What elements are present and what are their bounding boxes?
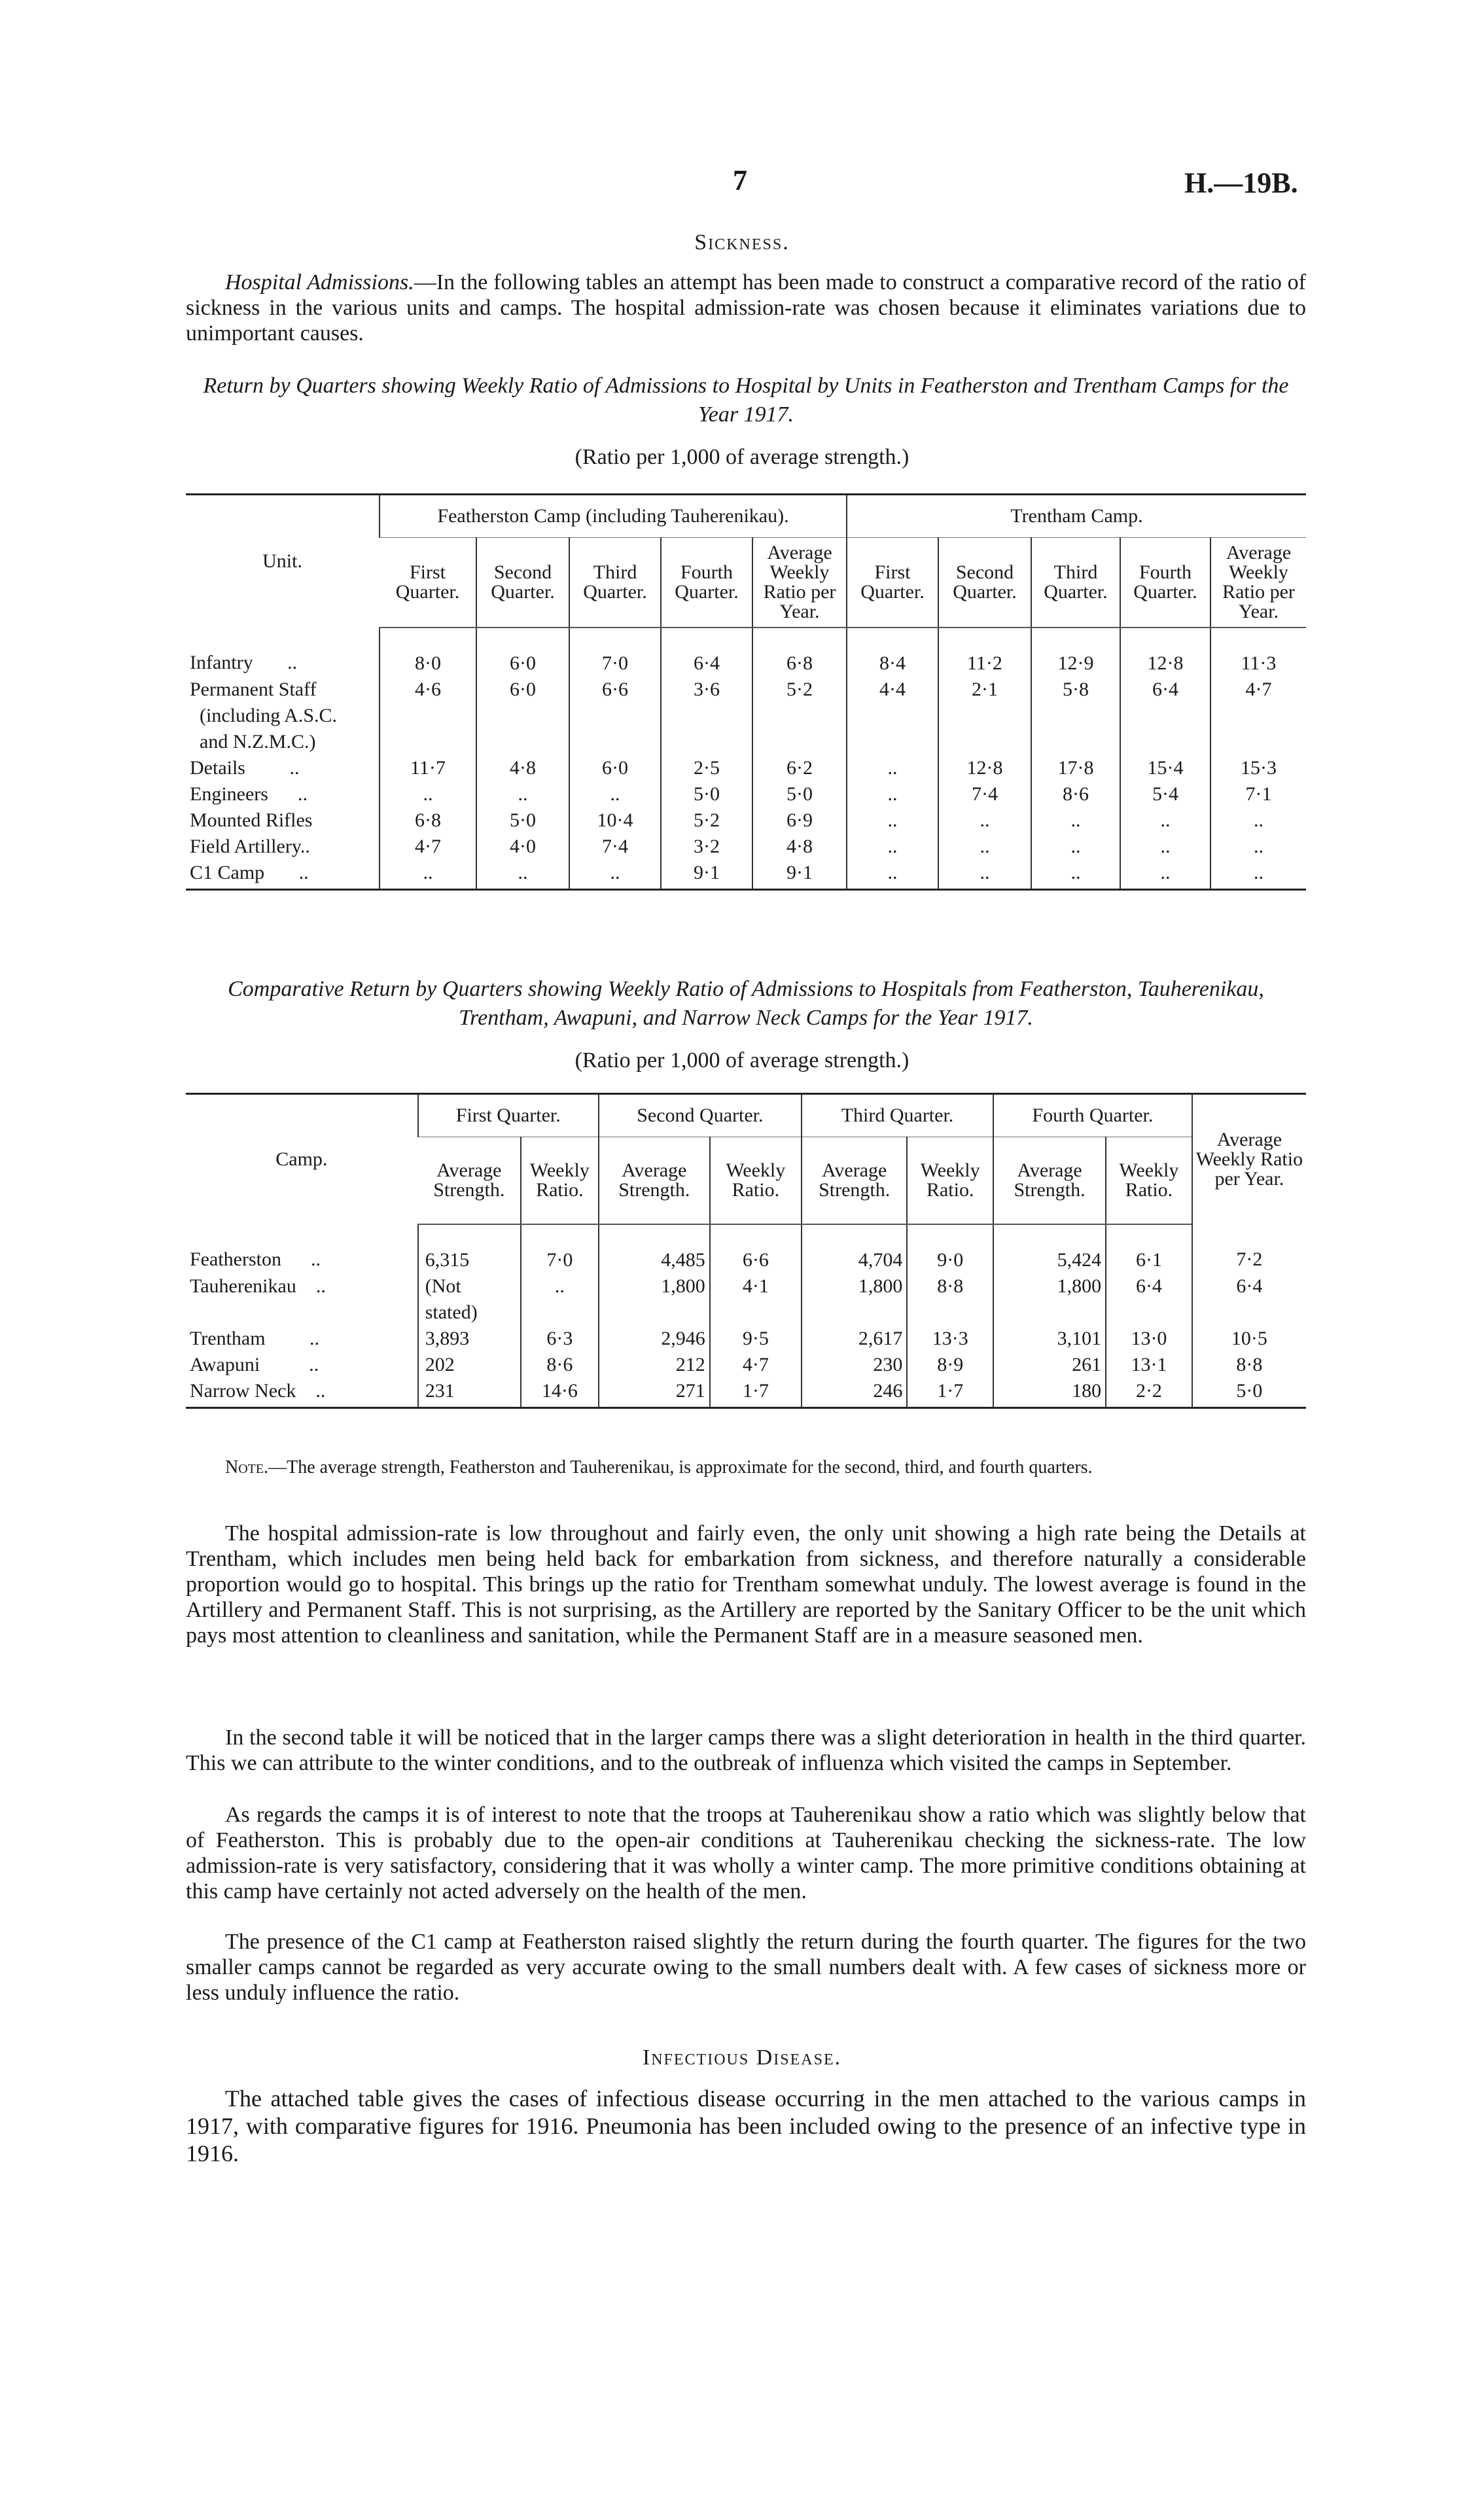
- table2-row: [186, 1326, 1306, 1352]
- sickness-heading: Sickness.: [694, 230, 790, 255]
- ratio-cell: 1·7: [710, 1378, 802, 1408]
- infectious-disease-paragraph: [186, 2085, 1306, 2167]
- infectious-text: The attached table gives the cases of infectious disease occurring in the men attached to the various camps in 1917, with comparative figures for 1916. Pneumonia has been included owing to the presence of an infective type in 1916.: [186, 2085, 1306, 2167]
- ratio-cell: 11·3: [1210, 628, 1306, 677]
- strength-cell: 212: [599, 1352, 710, 1378]
- ratio-cell: 13·3: [907, 1326, 993, 1352]
- table1-subheader: Average Weekly Ratio per Year.: [752, 538, 847, 628]
- strength-cell: 231: [418, 1378, 521, 1408]
- table2-row: [186, 1224, 1306, 1273]
- table-camps-by-quarter: [186, 1093, 1306, 1409]
- unit-name: Engineers ..: [190, 783, 308, 805]
- unit-name: and N.Z.M.C.): [190, 731, 316, 752]
- table1-row: [186, 834, 1306, 860]
- ratio-cell: 4·7: [380, 834, 476, 860]
- ratio-cell: 5·8: [1031, 677, 1120, 703]
- ratio-cell: [1031, 729, 1120, 755]
- table2-row: [186, 1273, 1306, 1300]
- ratio-cell: 6·4: [1120, 677, 1210, 703]
- discussion-paragraph-3: [186, 1802, 1306, 1904]
- quarter-header: First Quarter.: [418, 1094, 599, 1137]
- strength-cell: 4,704: [802, 1224, 907, 1273]
- strength-cell: 2,617: [802, 1326, 907, 1352]
- ratio-cell: 4·0: [476, 834, 569, 860]
- quarter-header: Third Quarter.: [802, 1094, 993, 1137]
- ratio-cell: [380, 703, 476, 729]
- ratio-cell: 11·7: [380, 755, 476, 781]
- table1-caption: Return by Quarters showing Weekly Ratio of Admissions to Hospital by Units in Featherston and Trentham Camps for the Year 1917.: [203, 374, 1289, 427]
- ratio-cell: 6·0: [476, 628, 569, 677]
- ratio-cell: 14·6: [521, 1378, 599, 1408]
- ratio-cell: 9·1: [752, 860, 847, 890]
- table1-subcaption: (Ratio per 1,000 of average strength.): [574, 445, 910, 469]
- ratio-cell: [1210, 703, 1306, 729]
- ratio-cell: 6·9: [752, 807, 847, 834]
- ratio-cell: 6·0: [476, 677, 569, 703]
- ratio-cell: ..: [569, 781, 661, 807]
- intro-text: —In the following tables an attempt has been made to construct a comparative record of the ratio of sickness in the various units and camps. The hospital admission-rate was chosen because it eliminates variations due to unimportant causes.: [186, 270, 1306, 345]
- ratio-cell: 6·0: [569, 755, 661, 781]
- weekly-ratio-subheader: Weekly Ratio.: [521, 1137, 599, 1225]
- ratio-cell: 7·4: [569, 834, 661, 860]
- camp-name: Tauherenikau ..: [190, 1275, 326, 1297]
- ratio-cell: [752, 703, 847, 729]
- table1-subheader: Second Quarter.: [938, 538, 1031, 628]
- ratio-cell: [661, 703, 752, 729]
- table1-row: [186, 781, 1306, 807]
- ratio-cell: 8·6: [1031, 781, 1120, 807]
- ratio-cell: 6·4: [661, 628, 752, 677]
- camp-name: [186, 1300, 418, 1326]
- unit-name: Mounted Rifles: [190, 809, 313, 831]
- strength-cell: [599, 1300, 710, 1326]
- strength-cell: [802, 1300, 907, 1326]
- camp-name: Trentham ..: [190, 1328, 320, 1349]
- table1-subheader: First Quarter.: [847, 538, 938, 628]
- ratio-cell: 6·8: [752, 628, 847, 677]
- ratio-cell: 2·1: [938, 677, 1031, 703]
- ratio-cell: 10·4: [569, 807, 661, 834]
- weekly-ratio-subheader: Weekly Ratio.: [710, 1137, 802, 1225]
- strength-cell: (Not: [418, 1273, 521, 1300]
- ratio-cell: 5·0: [752, 781, 847, 807]
- camp-name: Featherston ..: [190, 1248, 321, 1270]
- ratio-cell: ..: [476, 781, 569, 807]
- strength-cell: 2,946: [599, 1326, 710, 1352]
- ratio-cell: [661, 729, 752, 755]
- paragraph-2-text: In the second table it will be noticed that in the larger camps there was a slight deterioration in health in the third quarter. This we can attribute to the winter conditions, and to the outbreak of influenza which visited the camps in September.: [186, 1725, 1306, 1775]
- ratio-cell: [1031, 703, 1120, 729]
- strength-cell: 271: [599, 1378, 710, 1408]
- unit-name: Details ..: [190, 757, 300, 779]
- ratio-cell: ..: [1210, 834, 1306, 860]
- ratio-cell: ..: [1120, 834, 1210, 860]
- ratio-cell: 17·8: [1031, 755, 1120, 781]
- ratio-cell: 4·4: [847, 677, 938, 703]
- ratio-cell: 7·0: [569, 628, 661, 677]
- ratio-cell: 6·1: [1106, 1224, 1192, 1273]
- table1-subheader: Fourth Quarter.: [661, 538, 752, 628]
- ratio-cell: ..: [569, 860, 661, 890]
- ratio-cell: 9·5: [710, 1326, 802, 1352]
- note-lead: Note.: [225, 1457, 269, 1477]
- ratio-cell: [938, 729, 1031, 755]
- ratio-cell: 7·1: [1210, 781, 1306, 807]
- average-ratio-header: Average Weekly Ratio per Year.: [1192, 1094, 1306, 1225]
- average-strength-subheader: Average Strength.: [418, 1137, 521, 1225]
- ratio-cell: 4·8: [752, 834, 847, 860]
- unit-name: (including A.S.C.: [190, 705, 338, 726]
- table2-row: [186, 1352, 1306, 1378]
- ratio-cell: ..: [380, 781, 476, 807]
- table-units-by-quarter: [186, 493, 1306, 891]
- ratio-cell: 2·5: [661, 755, 752, 781]
- ratio-cell: 9·1: [661, 860, 752, 890]
- strength-cell: 3,101: [993, 1326, 1106, 1352]
- ratio-cell: ..: [1210, 860, 1306, 890]
- ratio-cell: [938, 703, 1031, 729]
- strength-cell: 6,315: [418, 1224, 521, 1273]
- camp-header: Camp.: [186, 1094, 418, 1225]
- ratio-cell: ..: [476, 860, 569, 890]
- ratio-cell: ..: [847, 860, 938, 890]
- table1-subheader: Third Quarter.: [569, 538, 661, 628]
- ratio-cell: ..: [847, 807, 938, 834]
- sickness-intro: [186, 270, 1306, 346]
- ratio-cell: 6·4: [1106, 1273, 1192, 1300]
- ratio-cell: 7·0: [521, 1224, 599, 1273]
- ratio-cell: 13·1: [1106, 1352, 1192, 1378]
- ratio-cell: ..: [938, 807, 1031, 834]
- ratio-cell: 4·1: [710, 1273, 802, 1300]
- average-strength-subheader: Average Strength.: [802, 1137, 907, 1225]
- table1-row: [186, 755, 1306, 781]
- ratio-cell: 15·3: [1210, 755, 1306, 781]
- ratio-cell: 2·2: [1106, 1378, 1192, 1408]
- ratio-cell: 12·8: [938, 755, 1031, 781]
- strength-cell: 246: [802, 1378, 907, 1408]
- unit-name: Permanent Staff: [190, 679, 317, 700]
- ratio-cell: ..: [521, 1273, 599, 1300]
- ratio-cell: 5·0: [1192, 1378, 1306, 1408]
- ratio-cell: [907, 1300, 993, 1326]
- ratio-cell: [710, 1300, 802, 1326]
- ratio-cell: 4·6: [380, 677, 476, 703]
- ratio-cell: [380, 729, 476, 755]
- ratio-cell: 15·4: [1120, 755, 1210, 781]
- ratio-cell: 6·2: [752, 755, 847, 781]
- document-reference: H.—19B.: [1184, 167, 1298, 199]
- ratio-cell: ..: [1120, 807, 1210, 834]
- ratio-cell: [1120, 729, 1210, 755]
- ratio-cell: ..: [938, 834, 1031, 860]
- ratio-cell: [1120, 703, 1210, 729]
- ratio-cell: [476, 703, 569, 729]
- ratio-cell: ..: [1031, 860, 1120, 890]
- ratio-cell: 10·5: [1192, 1326, 1306, 1352]
- ratio-cell: ..: [847, 834, 938, 860]
- ratio-cell: ..: [847, 755, 938, 781]
- ratio-cell: 1·7: [907, 1378, 993, 1408]
- ratio-cell: 13·0: [1106, 1326, 1192, 1352]
- unit-name: Infantry ..: [190, 652, 298, 673]
- ratio-cell: 12·9: [1031, 628, 1120, 677]
- ratio-cell: [1106, 1300, 1192, 1326]
- ratio-cell: 8·6: [521, 1352, 599, 1378]
- table1-row: [186, 628, 1306, 677]
- group-trentham: Trentham Camp.: [847, 495, 1306, 538]
- group-featherston: Featherston Camp (including Tauherenikau).: [380, 495, 847, 538]
- average-strength-subheader: Average Strength.: [599, 1137, 710, 1225]
- ratio-cell: [752, 729, 847, 755]
- strength-cell: 202: [418, 1352, 521, 1378]
- paragraph-4-text: The presence of the C1 camp at Featherston raised slightly the return during the fourth quarter. The figures for the two smaller camps cannot be regarded as very accurate owing to the small numbers dealt with. A few cases of sickness more or less unduly influence the ratio.: [186, 1930, 1306, 2005]
- discussion-paragraph-1: [186, 1521, 1306, 1648]
- table1-subheader: Average Weekly Ratio per Year.: [1210, 538, 1306, 628]
- ratio-cell: 11·2: [938, 628, 1031, 677]
- table1-row: [186, 703, 1306, 729]
- ratio-cell: ..: [1031, 834, 1120, 860]
- ratio-cell: 3·6: [661, 677, 752, 703]
- ratio-cell: [847, 729, 938, 755]
- average-strength-subheader: Average Strength.: [993, 1137, 1106, 1225]
- strength-cell: 261: [993, 1352, 1106, 1378]
- ratio-cell: ..: [380, 860, 476, 890]
- ratio-cell: 3·2: [661, 834, 752, 860]
- strength-cell: 3,893: [418, 1326, 521, 1352]
- weekly-ratio-subheader: Weekly Ratio.: [907, 1137, 993, 1225]
- table2-row: [186, 1300, 1306, 1326]
- ratio-cell: [476, 729, 569, 755]
- ratio-cell: [847, 703, 938, 729]
- note-text: —The average strength, Featherston and Tauherenikau, is approximate for the second, third, and fourth quarters.: [268, 1457, 1093, 1477]
- page-number: 7: [733, 164, 747, 196]
- ratio-cell: [569, 703, 661, 729]
- paragraph-1-text: The hospital admission-rate is low throughout and fairly even, the only unit showing a high rate being the Details at Trentham, which includes men being held back for embarkation from sickness, and therefore naturally a considerable proportion would go to hospital. This brings up the ratio for Trentham somewhat unduly. The lowest average is found in the Artillery and Permanent Staff. This is not surprising, as the Artillery are reported by the Sanitary Officer to be the unit which pays most attention to cleanliness and sanitation, while the Permanent Staff are in a measure seasoned men.: [186, 1521, 1306, 1648]
- ratio-cell: ..: [938, 860, 1031, 890]
- ratio-cell: ..: [1031, 807, 1120, 834]
- table1-row: [186, 860, 1306, 890]
- ratio-cell: ..: [1120, 860, 1210, 890]
- table1-row: [186, 677, 1306, 703]
- quarter-header: Second Quarter.: [599, 1094, 802, 1137]
- ratio-cell: 6·8: [380, 807, 476, 834]
- ratio-cell: 8·8: [1192, 1352, 1306, 1378]
- ratio-cell: 12·8: [1120, 628, 1210, 677]
- discussion-paragraph-4: [186, 1929, 1306, 2006]
- ratio-cell: 5·4: [1120, 781, 1210, 807]
- table1-subheader: Second Quarter.: [476, 538, 569, 628]
- ratio-cell: 5·0: [476, 807, 569, 834]
- ratio-cell: 6·3: [521, 1326, 599, 1352]
- table1-subheader: Fourth Quarter.: [1120, 538, 1210, 628]
- strength-cell: 5,424: [993, 1224, 1106, 1273]
- table2-note: [186, 1457, 1306, 1479]
- ratio-cell: 5·2: [661, 807, 752, 834]
- ratio-cell: ..: [847, 781, 938, 807]
- table1-row: [186, 807, 1306, 834]
- ratio-cell: 4·7: [1210, 677, 1306, 703]
- table2-row: [186, 1378, 1306, 1408]
- ratio-cell: ..: [1210, 807, 1306, 834]
- table1-subheader: Third Quarter.: [1031, 538, 1120, 628]
- ratio-cell: [1192, 1300, 1306, 1326]
- ratio-cell: 4·8: [476, 755, 569, 781]
- table2-caption: Comparative Return by Quarters showing Weekly Ratio of Admissions to Hospitals from Featherston, Tauherenikau, Trentham, Awapuni, and Narrow Neck Camps for the Year 1917.: [228, 977, 1264, 1030]
- camp-name: Awapuni ..: [190, 1354, 319, 1375]
- camp-name: Narrow Neck ..: [186, 1378, 418, 1408]
- ratio-cell: 8·9: [907, 1352, 993, 1378]
- ratio-cell: 4·7: [710, 1352, 802, 1378]
- strength-cell: stated): [418, 1300, 521, 1326]
- ratio-cell: 8·0: [380, 628, 476, 677]
- ratio-cell: 6·4: [1192, 1273, 1306, 1300]
- ratio-cell: 7·2: [1192, 1224, 1306, 1273]
- strength-cell: 230: [802, 1352, 907, 1378]
- strength-cell: 1,800: [993, 1273, 1106, 1300]
- discussion-paragraph-2: [186, 1725, 1306, 1776]
- ratio-cell: [521, 1300, 599, 1326]
- ratio-cell: [1210, 729, 1306, 755]
- ratio-cell: 8·8: [907, 1273, 993, 1300]
- ratio-cell: [569, 729, 661, 755]
- unit-name: Field Artillery..: [190, 836, 310, 857]
- ratio-cell: 6·6: [710, 1224, 802, 1273]
- intro-lead: Hospital Admissions.: [225, 270, 414, 294]
- ratio-cell: 7·4: [938, 781, 1031, 807]
- unit-header: Unit.: [186, 495, 380, 628]
- strength-cell: 4,485: [599, 1224, 710, 1273]
- strength-cell: 1,800: [599, 1273, 710, 1300]
- strength-cell: 180: [993, 1378, 1106, 1408]
- infectious-disease-heading: Infectious Disease.: [642, 2045, 842, 2070]
- quarter-header: Fourth Quarter.: [993, 1094, 1192, 1137]
- weekly-ratio-subheader: Weekly Ratio.: [1106, 1137, 1192, 1225]
- unit-name: C1 Camp ..: [186, 860, 380, 890]
- table2-subcaption: (Ratio per 1,000 of average strength.): [574, 1048, 910, 1072]
- ratio-cell: 5·2: [752, 677, 847, 703]
- ratio-cell: 5·0: [661, 781, 752, 807]
- ratio-cell: 6·6: [569, 677, 661, 703]
- ratio-cell: 9·0: [907, 1224, 993, 1273]
- ratio-cell: 8·4: [847, 628, 938, 677]
- table1-row: [186, 729, 1306, 755]
- strength-cell: [993, 1300, 1106, 1326]
- paragraph-3-text: As regards the camps it is of interest to note that the troops at Tauherenikau show a ratio which was slightly below that of Featherston. This is probably due to the open-air conditions at Tauherenikau checking the sickness-rate. The low admission-rate is very satisfactory, considering that it was wholly a winter camp. The more primitive conditions obtaining at this camp have certainly not acted adversely on the health of the men.: [186, 1803, 1306, 1903]
- table1-subheader: First Quarter.: [380, 538, 476, 628]
- strength-cell: 1,800: [802, 1273, 907, 1300]
